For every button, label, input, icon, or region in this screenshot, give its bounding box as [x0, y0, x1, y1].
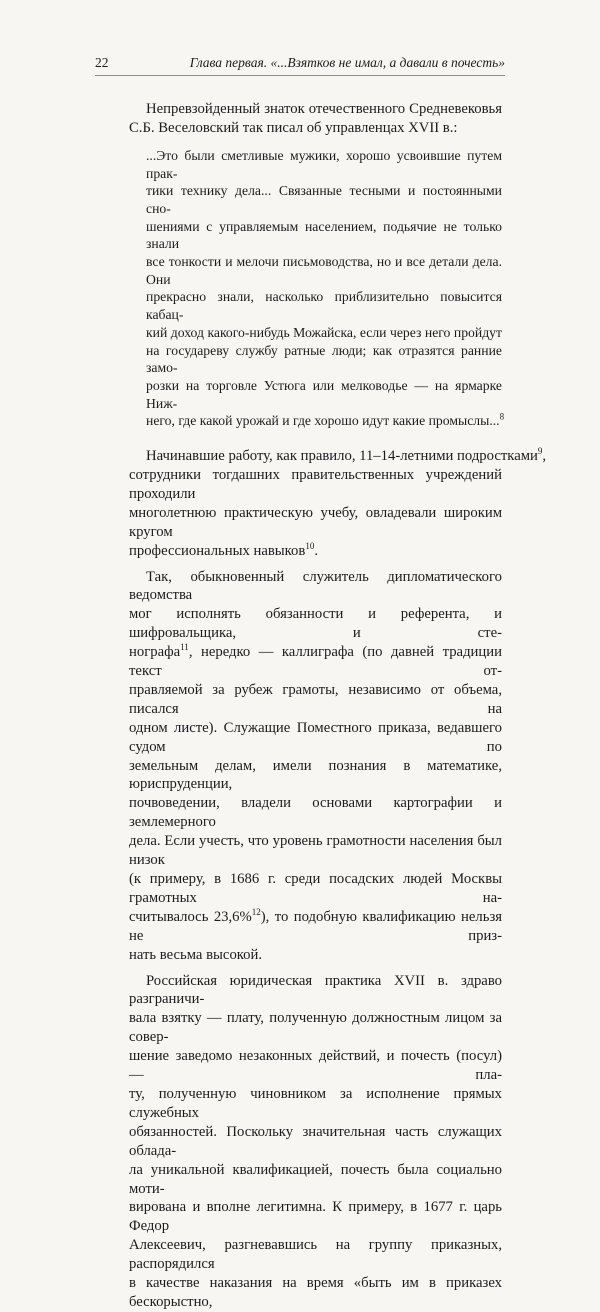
text-line: правляемой за рубеж грамоты, независимо от объема, писался на	[129, 681, 502, 717]
footnote-ref[interactable]: 10	[305, 540, 315, 551]
quote-line: на государеву службу ратные люди; как отразятся ранние замо-	[146, 342, 502, 376]
footnote-ref[interactable]: 11	[180, 642, 189, 653]
text: считывалось 23,6%	[129, 908, 252, 925]
text-line: С.Б. Веселовский так писал об управленцах XVII в.:	[129, 119, 458, 136]
text-line: обязанностей. Поскольку значительная часть служащих облада-	[129, 1123, 502, 1159]
quote-line: розки на торговле Устюга или мелководье — на ярмарке Ниж-	[146, 377, 502, 411]
header-divider	[95, 75, 505, 76]
text-line: ту, полученную чиновником за исполнение прямых служебных	[129, 1085, 502, 1121]
text-line: ла уникальной квалификацией, почесть была социально моти-	[129, 1161, 502, 1197]
text-line: Алексеевич, разгневавшись на группу приказных, распорядился	[129, 1237, 502, 1273]
text-line: в качестве наказания на время «быть им в приказех бескорыстно,	[129, 1275, 502, 1310]
page-number: 22	[95, 55, 109, 70]
text-line: почвоведении, владели основами картографии и землемерного	[129, 795, 502, 831]
text-line	[129, 908, 502, 946]
comma: ,	[542, 448, 547, 465]
running-title: Глава первая. «...Взятков не имал, а давали в почесть»	[189, 55, 505, 70]
text: .	[314, 542, 318, 559]
paragraph	[129, 568, 502, 965]
quote-line: шениями с управляемым населением, подьячие не только знали	[146, 218, 502, 252]
quote-line: тики технику дела... Связанные тесными и постоянными сно-	[146, 183, 502, 216]
text-line	[129, 542, 502, 561]
text-line: одном листе). Служащие Поместного приказа, ведавшего судом по	[129, 719, 502, 755]
text-line: (к примеру, в 1686 г. среди посадских людей Москвы грамотных на-	[129, 871, 502, 906]
footnote-ref[interactable]: 8	[499, 411, 505, 422]
quote-line: кий доход какого-нибудь Можайска, если через него пройдут	[146, 324, 502, 340]
text-line: дела. Если учесть, что уровень грамотности населения был низок	[129, 833, 502, 869]
text: профессиональных навыков	[129, 542, 306, 559]
text-line	[129, 446, 547, 466]
text-line: мог исполнять обязанности и референта, и шифровальщика, и сте-	[129, 606, 502, 642]
paragraph	[129, 446, 547, 560]
paragraph	[129, 972, 502, 1312]
text-line: вала взятку — плату, полученную должностным лицом за совер-	[129, 1010, 502, 1046]
quote-line: все тонкости и мелочи письмоводства, но и все детали дела. Они	[146, 254, 502, 287]
text-line: земельным делам, имели познания в математике, юриспруденции,	[129, 757, 502, 793]
text-line: Российская юридическая практика XVII в. здраво разграничи-	[129, 972, 502, 1008]
quote-text: него, где какой урожай и где хорошо идут какие промыслы...	[146, 413, 500, 429]
quote-line: ...Это были сметливые мужики, хорошо усвоившие путем прак-	[146, 147, 502, 181]
page-body	[129, 100, 547, 1312]
intro-paragraph	[129, 100, 502, 138]
text: нографа	[129, 644, 181, 661]
text-line: Так, обыкновенный служитель дипломатического ведомства	[129, 568, 502, 604]
text: Начинавшие работу, как правило, 11–14-летними подростками	[146, 448, 538, 465]
text-line: Непревзойденный знаток отечественного Средневековья	[146, 101, 502, 117]
quote-line: прекрасно знали, насколько приблизительно повысится кабац-	[146, 289, 502, 323]
text-line	[129, 643, 502, 681]
text-line: сотрудники тогдашних правительственных учреждений проходили	[129, 466, 502, 502]
block-quote	[146, 147, 505, 436]
text-line: многолетнюю практическую учебу, овладевали широким кругом	[129, 504, 502, 540]
text-line: вирована и вполне легитимна. К примеру, в 1677 г. царь Федор	[129, 1199, 502, 1235]
text-line: нать весьма высокой.	[129, 946, 263, 963]
quote-line	[146, 411, 505, 430]
footnote-ref[interactable]: 9	[537, 446, 543, 457]
text: , нередко — каллиграфа (по давней традиции текст от-	[129, 644, 502, 680]
text: ), то подобную квалификацию нельзя не приз-	[129, 908, 502, 944]
text-line: шение заведомо незаконных действий, и почесть (посул) — пла-	[129, 1048, 502, 1084]
footnote-ref[interactable]: 12	[251, 906, 261, 917]
